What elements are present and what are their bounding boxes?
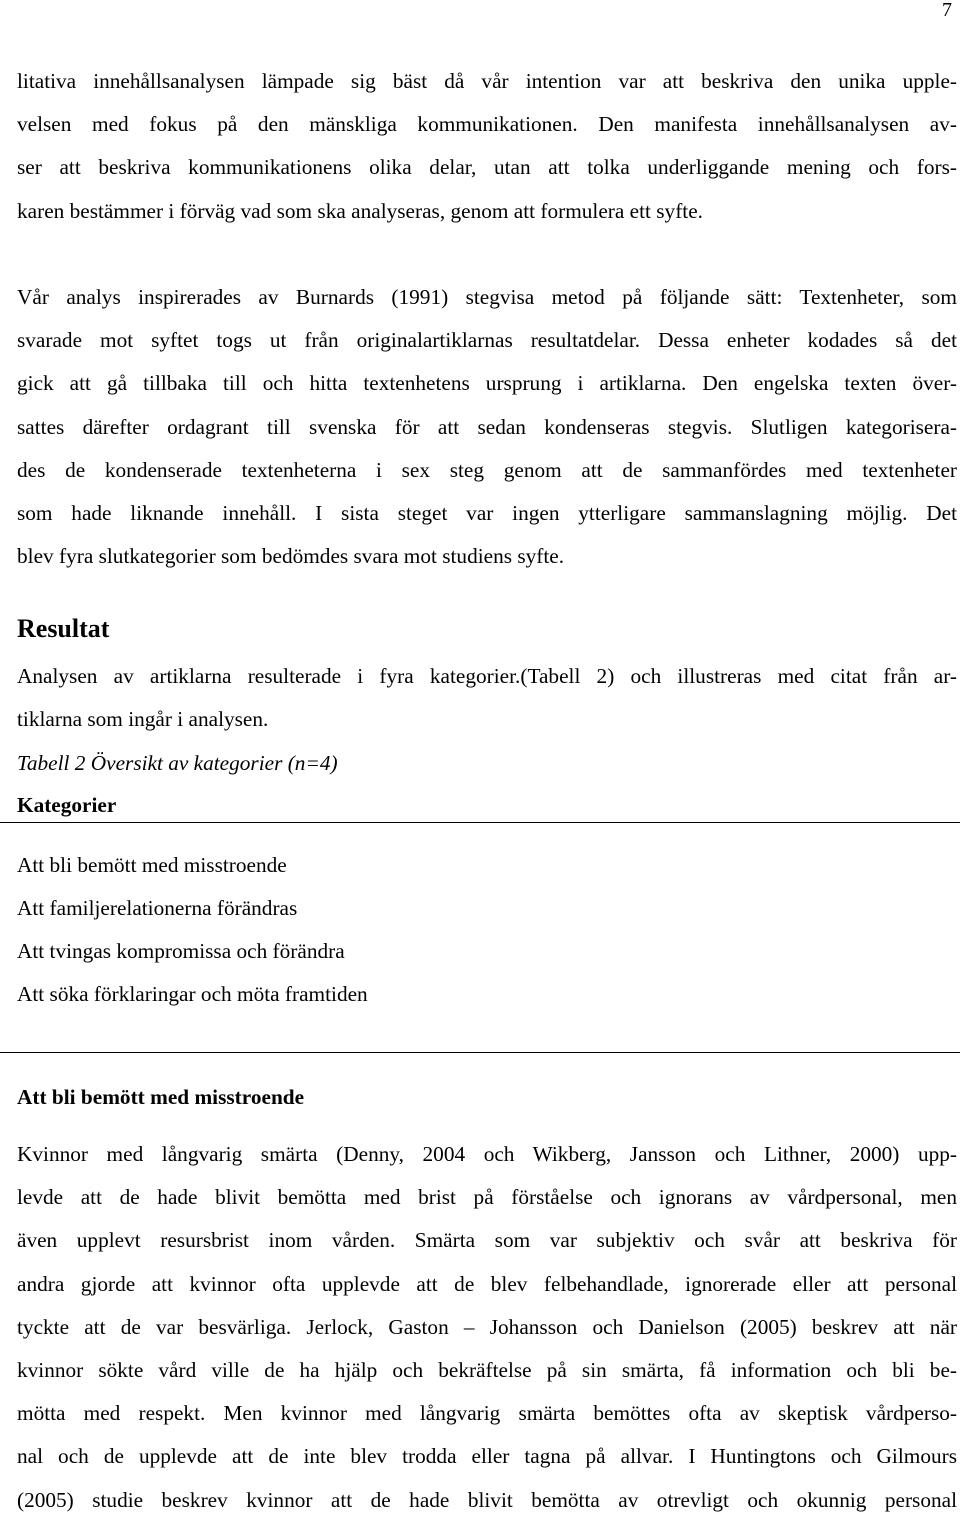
table-row: Att familjerelationerna förändras	[17, 896, 298, 920]
section-heading: Att bli bemött med misstroende	[17, 1085, 305, 1109]
table-row: Att söka förklaringar och möta framtiden	[17, 982, 368, 1006]
paragraph-method-1	[17, 60, 957, 233]
page-number: 7	[942, 0, 952, 21]
text-line: levde att de hade blivit bemötta med brist på förståelse och ignorans av vårdpersonal, men	[17, 1185, 957, 1210]
text-line: Vår analys inspirerades av Burnards (1991) stegvisa metod på följande sätt: Textenheter, som	[17, 285, 957, 309]
text-line: även upplevt resursbrist inom vården. Smärta som var subjektiv och svår att beskriva för	[17, 1228, 957, 1253]
text-line: tiklarna som ingår i analysen.	[17, 707, 269, 732]
text-line: nal och de upplevde att de inte blev trodda eller tagna på allvar. I Huntingtons och Gilmours	[17, 1444, 957, 1469]
text-line: gick att gå tillbaka till och hitta textenhetens ursprung i artiklarna. Den engelska texten över-	[17, 371, 957, 396]
table-row: Att bli bemött med misstroende	[17, 853, 287, 877]
paragraph-results-intro	[17, 655, 957, 741]
text-line: des de kondenserade textenheterna i sex steg genom att de sammanfördes med textenheter	[17, 457, 957, 482]
text-line: tyckte att de var besvärliga. Jerlock, Gaston – Johansson och Danielson (2005) beskrev att när	[17, 1314, 957, 1339]
table-caption: Tabell 2 Översikt av kategorier (n=4)	[17, 751, 338, 775]
text-line: Analysen av artiklarna resulterade i fyra kategorier.(Tabell 2) och illustreras med citat från ar-	[17, 664, 957, 688]
results-heading: Resultat	[17, 614, 110, 643]
text-line: (2005) studie beskrev kvinnor att de hade blivit bemötta av otrevligt och okunnig personal	[17, 1487, 957, 1512]
table-header: Kategorier	[17, 793, 117, 817]
text-line: ser att beskriva kommunikationens olika delar, utan att tolka underliggande mening och fors-	[17, 155, 957, 180]
text-line: sattes därefter ordagrant till svenska för att sedan kondenseras stegvis. Slutligen kategorisera-	[17, 414, 957, 439]
text-line: kvinnor sökte vård ville de ha hjälp och bekräftelse på sin smärta, få information och bli be-	[17, 1358, 957, 1383]
paragraph-section-body	[17, 1133, 957, 1522]
text-line: litativa innehållsanalysen lämpade sig bäst då vår intention var att beskriva den unika upple-	[17, 69, 957, 93]
text-line: svarade mot syftet togs ut från originalartiklarnas resultatdelar. Dessa enheter kodades så det	[17, 328, 957, 353]
text-line: andra gjorde att kvinnor ofta upplevde att de blev felbehandlade, ignorerade eller att personal	[17, 1271, 957, 1296]
text-line: karen bestämmer i förväg vad som ska analyseras, genom att formulera ett syfte.	[17, 198, 703, 223]
table-row: Att tvingas kompromissa och förändra	[17, 939, 345, 963]
paragraph-method-2	[17, 276, 957, 578]
text-line: blev fyra slutkategorier som bedömdes svara mot studiens syfte.	[17, 544, 565, 569]
text-line: mötta med respekt. Men kvinnor med långvarig smärta bemöttes ofta av skeptisk vårdperso-	[17, 1401, 957, 1426]
table-bottom-rule	[0, 1052, 960, 1053]
text-line: Kvinnor med långvarig smärta (Denny, 2004 och Wikberg, Jansson och Lithner, 2000) upp-	[17, 1142, 957, 1166]
table-top-rule	[0, 822, 960, 823]
text-line: som hade liknande innehåll. I sista steget var ingen ytterligare sammanslagning möjlig. Det	[17, 501, 957, 526]
text-line: velsen med fokus på den mänskliga kommunikationen. Den manifesta innehållsanalysen av-	[17, 112, 957, 137]
